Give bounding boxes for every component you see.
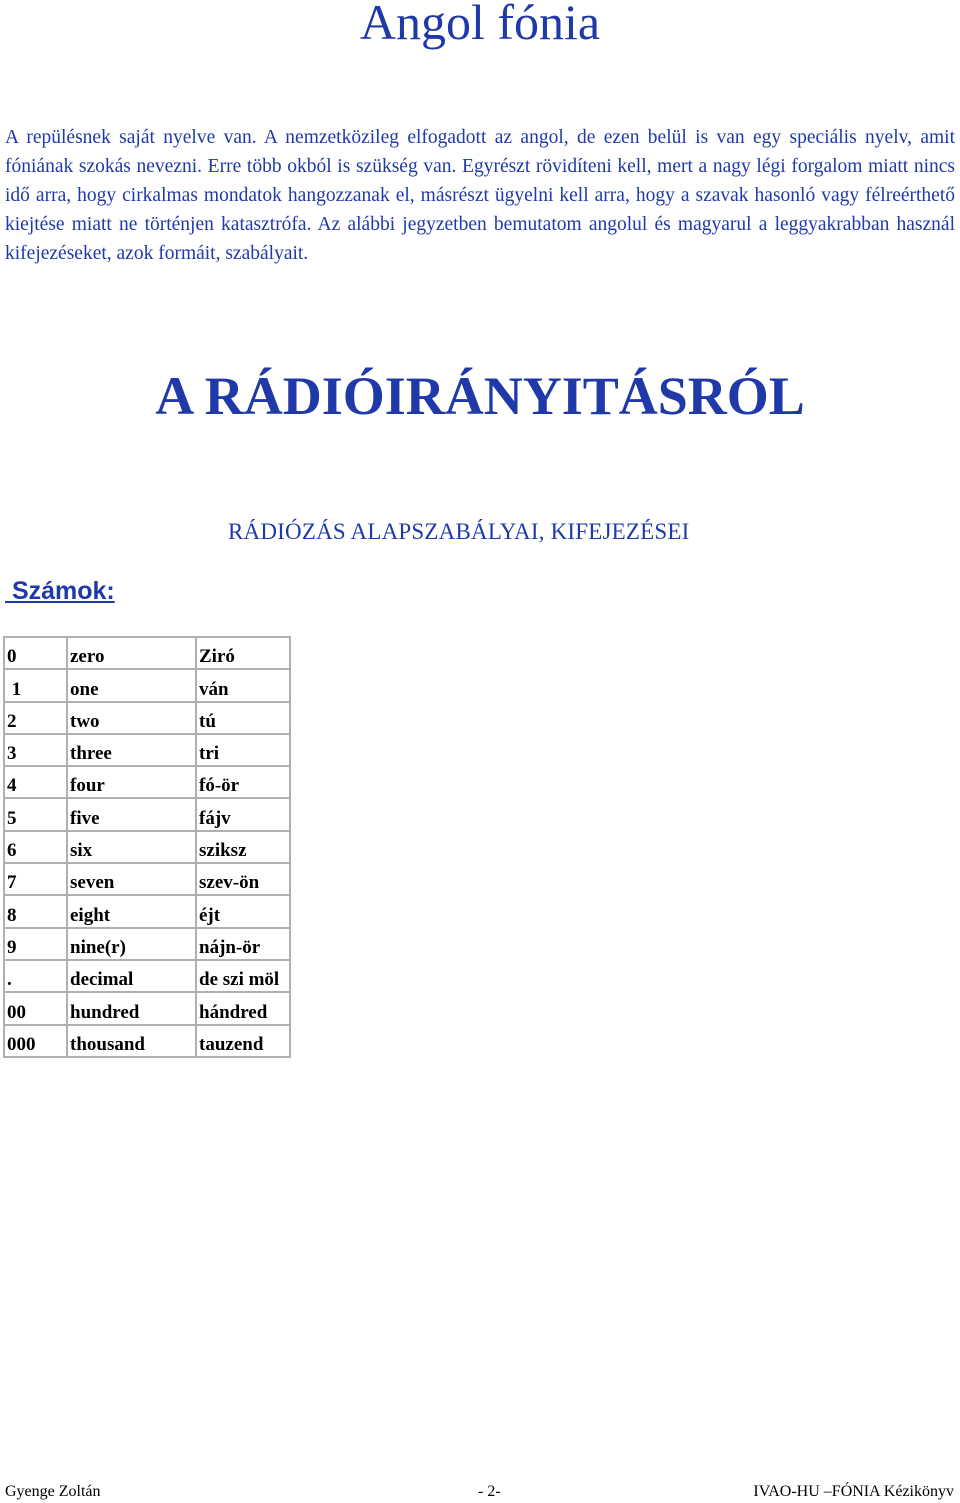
numbers-cell-english: four: [67, 766, 196, 798]
numbers-table: [3, 636, 291, 1058]
intro-paragraph: A repülésnek saját nyelve van. A nemzetközileg elfogadott az angol, de ezen belül is van egy speciális nyelv, amit fóniának szokás nevezni. Erre több okból is szükség van. Egyrészt rövidíteni kell, mert a nagy légi forgalom miatt nincs idő arra, hogy cirkalmas mondatok hangozzanak el, másrészt ügyelni kell arra, hogy a szavak hasonló vagy félreérthető kiejtése miatt ne történjen katasztrófa. Az alábbi jegyzetben bemutatom angolul és magyarul a leggyakrabban használ kifejezéseket, azok formáit, szabályait.: [5, 127, 955, 264]
numbers-cell-digit: 1: [4, 669, 67, 701]
footer-author: Gyenge Zoltán: [5, 1483, 101, 1500]
page-title: Angol fónia: [359, 0, 601, 50]
footer-document-title: IVAO-HU –FÓNIA Kézikönyv: [753, 1483, 954, 1500]
numbers-cell-digit: 2: [4, 702, 67, 734]
table-row: [4, 637, 290, 669]
section-subheading: RÁDIÓZÁS ALAPSZABÁLYAI, KIFEJEZÉSEI: [228, 519, 690, 544]
numbers-cell-english: six: [67, 831, 196, 863]
numbers-cell-digit: 7: [4, 863, 67, 895]
numbers-cell-digit: 9: [4, 928, 67, 960]
numbers-cell-english: three: [67, 734, 196, 766]
table-row: [4, 863, 290, 895]
numbers-cell-pronunciation: tri: [196, 734, 290, 766]
numbers-cell-english: two: [67, 702, 196, 734]
numbers-cell-digit: 8: [4, 895, 67, 927]
numbers-cell-pronunciation: fó-ör: [196, 766, 290, 798]
table-row: [4, 734, 290, 766]
numbers-cell-pronunciation: fájv: [196, 798, 290, 830]
numbers-table-body: [4, 637, 290, 1057]
numbers-cell-pronunciation: szev-ön: [196, 863, 290, 895]
numbers-cell-english: eight: [67, 895, 196, 927]
numbers-cell-english: nine(r): [67, 928, 196, 960]
numbers-cell-digit: 00: [4, 992, 67, 1024]
page-footer: [0, 1481, 960, 1503]
table-row: [4, 669, 290, 701]
numbers-cell-pronunciation: sziksz: [196, 831, 290, 863]
numbers-cell-english: one: [67, 669, 196, 701]
numbers-cell-english: five: [67, 798, 196, 830]
table-row: [4, 895, 290, 927]
numbers-cell-digit: 6: [4, 831, 67, 863]
table-row: [4, 831, 290, 863]
numbers-cell-english: decimal: [67, 960, 196, 992]
table-row: [4, 766, 290, 798]
numbers-cell-pronunciation: nájn-ör: [196, 928, 290, 960]
numbers-cell-english: thousand: [67, 1025, 196, 1057]
numbers-cell-pronunciation: Ziró: [196, 637, 290, 669]
table-row: [4, 960, 290, 992]
numbers-cell-pronunciation: tauzend: [196, 1025, 290, 1057]
numbers-cell-pronunciation: de szi möl: [196, 960, 290, 992]
numbers-cell-digit: 3: [4, 734, 67, 766]
numbers-cell-pronunciation: ván: [196, 669, 290, 701]
numbers-cell-digit: 4: [4, 766, 67, 798]
numbers-cell-english: hundred: [67, 992, 196, 1024]
numbers-label: Számok:: [5, 577, 115, 605]
numbers-cell-digit: 0: [4, 637, 67, 669]
numbers-cell-digit: .: [4, 960, 67, 992]
table-row: [4, 798, 290, 830]
table-row: [4, 992, 290, 1024]
numbers-cell-english: seven: [67, 863, 196, 895]
section-heading: A RÁDIÓIRÁNYITÁSRÓL: [155, 366, 805, 426]
numbers-cell-digit: 5: [4, 798, 67, 830]
footer-page-number: - 2-: [478, 1483, 501, 1500]
numbers-cell-pronunciation: tú: [196, 702, 290, 734]
numbers-cell-pronunciation: hándred: [196, 992, 290, 1024]
numbers-cell-pronunciation: éjt: [196, 895, 290, 927]
numbers-cell-digit: 000: [4, 1025, 67, 1057]
numbers-cell-english: zero: [67, 637, 196, 669]
table-row: [4, 928, 290, 960]
table-row: [4, 702, 290, 734]
table-row: [4, 1025, 290, 1057]
